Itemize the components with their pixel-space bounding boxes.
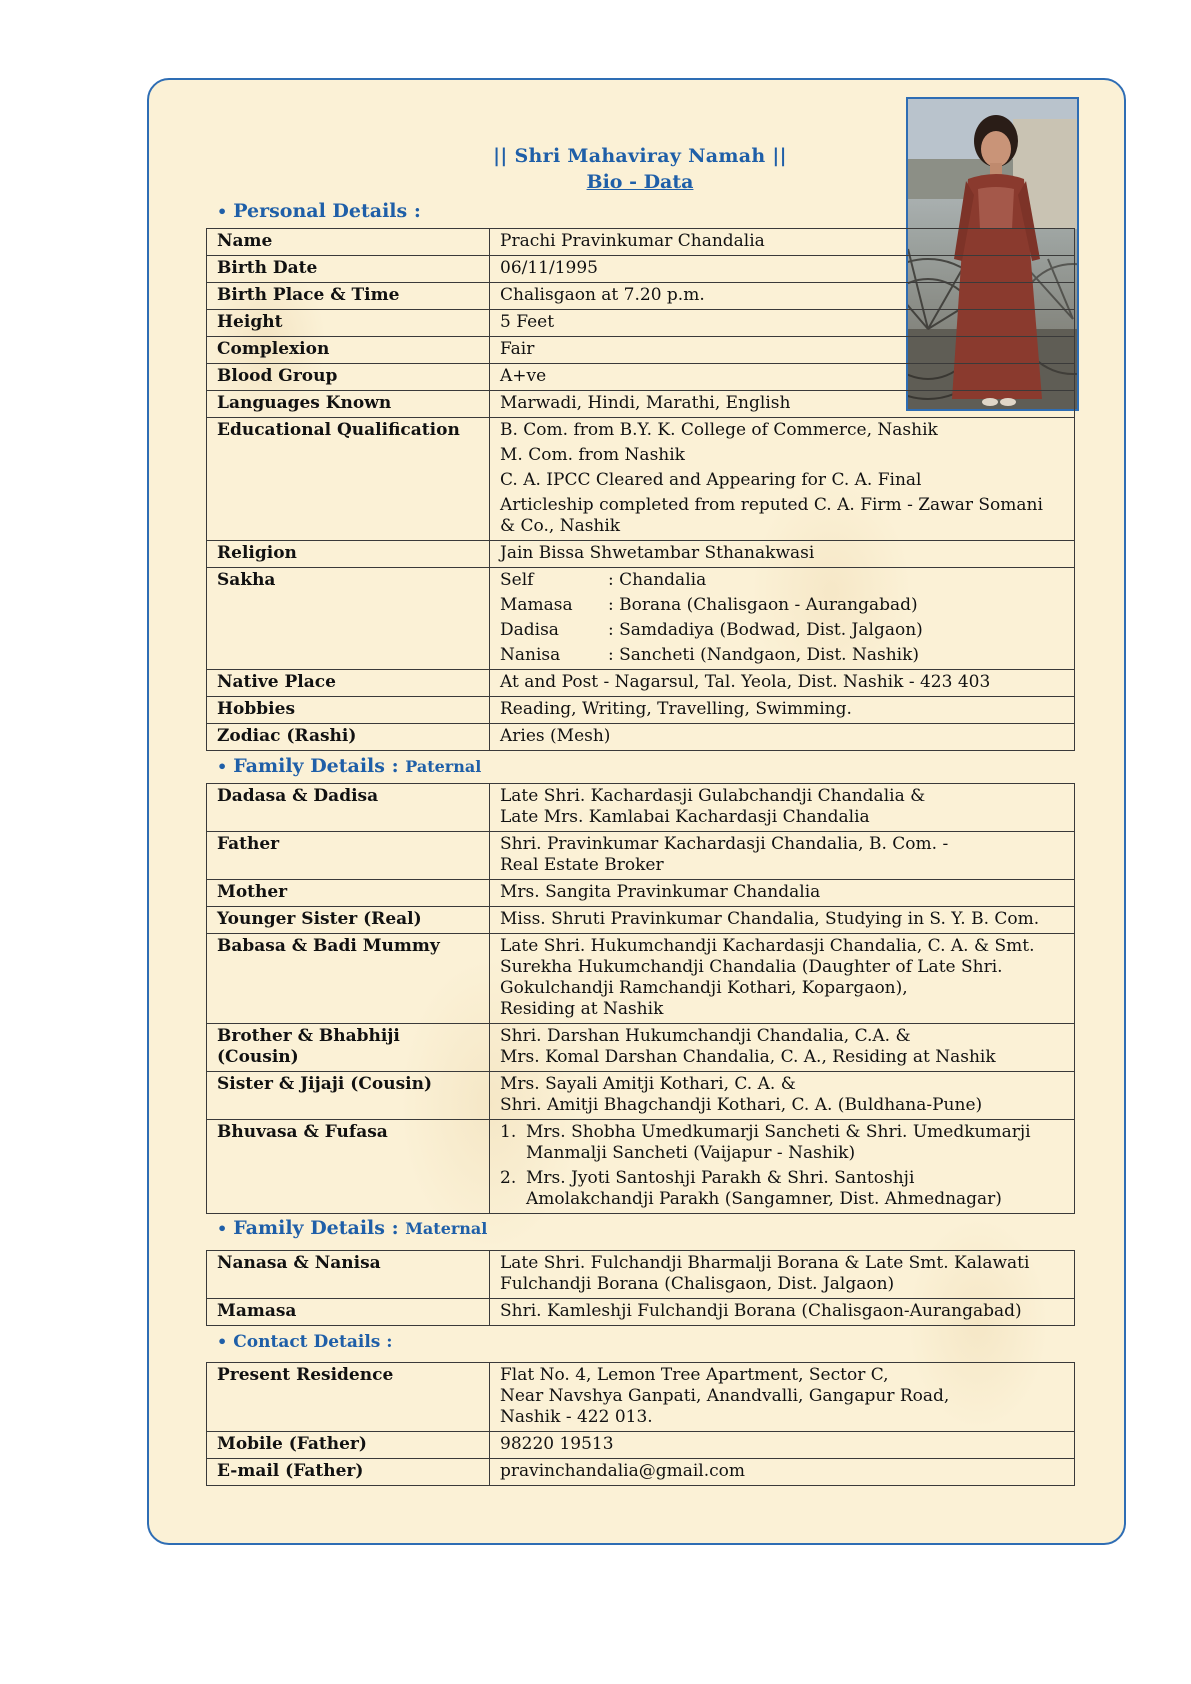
field-label: Native Place	[207, 670, 490, 697]
field-label: Religion	[207, 541, 490, 568]
bullet-icon: •	[217, 202, 228, 221]
table-row	[207, 832, 1075, 880]
table-row	[207, 391, 1075, 418]
field-value: Flat No. 4, Lemon Tree Apartment, Sector C, Near Navshya Ganpati, Anandvalli, Gangapur Road, Nashik - 422 013.	[490, 1363, 1075, 1432]
field-value: Jain Bissa Shwetambar Sthanakwasi	[490, 541, 1075, 568]
field-value: Aries (Mesh)	[490, 724, 1075, 751]
table-row	[207, 1072, 1075, 1120]
field-value: Late Shri. Fulchandji Bharmalji Borana & Late Smt. Kalawati Fulchandji Borana (Chalisgaon, Dist. Jalgaon)	[490, 1251, 1075, 1299]
education-line: Articleship completed from reputed C. A. Firm - Zawar Somani	[500, 495, 1043, 515]
field-label: Zodiac (Rashi)	[207, 724, 490, 751]
field-value: At and Post - Nagarsul, Tal. Yeola, Dist. Nashik - 423 403	[490, 670, 1075, 697]
field-label: Mamasa	[207, 1299, 490, 1326]
field-value: Shri. Kamleshji Fulchandji Borana (Chalisgaon-Aurangabad)	[490, 1299, 1075, 1326]
table-row	[207, 1024, 1075, 1072]
field-label: Birth Place & Time	[207, 283, 490, 310]
field-value: A+ve	[490, 364, 1075, 391]
table-row	[207, 724, 1075, 751]
table-row	[207, 784, 1075, 832]
table-row	[207, 541, 1075, 568]
field-label: Brother & Bhabhiji (Cousin)	[207, 1024, 490, 1072]
field-label: E-mail (Father)	[207, 1459, 490, 1486]
field-label: Educational Qualification	[207, 418, 490, 541]
field-label: Sakha	[207, 568, 490, 670]
sakha-item: Nanisa : Sancheti (Nandgaon, Dist. Nashik)	[500, 645, 920, 665]
field-value: Chalisgaon at 7.20 p.m.	[490, 283, 1075, 310]
field-label: Height	[207, 310, 490, 337]
field-value	[490, 418, 1075, 541]
section-contact-heading: • Contact Details :	[217, 1332, 393, 1352]
table-row	[207, 568, 1075, 670]
field-value	[490, 568, 1075, 670]
field-value: Mrs. Sangita Pravinkumar Chandalia	[490, 880, 1075, 907]
education-line: & Co., Nashik	[500, 516, 621, 536]
table-row	[207, 1251, 1075, 1299]
table-row	[207, 670, 1075, 697]
table-row	[207, 907, 1075, 934]
table-row	[207, 934, 1075, 1024]
invocation-title: || Shri Mahaviray Namah ||	[493, 145, 787, 167]
field-label: Complexion	[207, 337, 490, 364]
table-row	[207, 310, 1075, 337]
maternal-family-table	[206, 1250, 1075, 1326]
table-row	[207, 1432, 1075, 1459]
education-line: B. Com. from B.Y. K. College of Commerce, Nashik	[500, 420, 938, 440]
field-value: 06/11/1995	[490, 256, 1075, 283]
field-value: Reading, Writing, Travelling, Swimming.	[490, 697, 1075, 724]
field-value: Mrs. Sayali Amitji Kothari, C. A. & Shri. Amitji Bhagchandji Kothari, C. A. (Buldhana-Pune)	[490, 1072, 1075, 1120]
bullet-icon: •	[217, 1332, 228, 1351]
table-row	[207, 256, 1075, 283]
education-line: C. A. IPCC Cleared and Appearing for C. A. Final	[500, 470, 922, 490]
page-title: Bio - Data	[586, 171, 694, 193]
header	[390, 145, 890, 193]
field-label: Name	[207, 229, 490, 256]
table-row	[207, 1299, 1075, 1326]
table-row	[207, 1363, 1075, 1432]
field-value: Late Shri. Hukumchandji Kachardasji Chandalia, C. A. & Smt. Surekha Hukumchandji Chandalia (Daughter of Late Shri. Gokulchandji Ramchandji Kothari, Kopargaon), Residing at Nashik	[490, 934, 1075, 1024]
field-value: Marwadi, Hindi, Marathi, English	[490, 391, 1075, 418]
field-value: Late Shri. Kachardasji Gulabchandji Chandalia & Late Mrs. Kamlabai Kachardasji Chandalia	[490, 784, 1075, 832]
field-label: Languages Known	[207, 391, 490, 418]
personal-details-table	[206, 228, 1075, 751]
field-value: Miss. Shruti Pravinkumar Chandalia, Studying in S. Y. B. Com.	[490, 907, 1075, 934]
table-row	[207, 880, 1075, 907]
table-row	[207, 697, 1075, 724]
field-label: Hobbies	[207, 697, 490, 724]
field-value: Shri. Pravinkumar Kachardasji Chandalia, B. Com. - Real Estate Broker	[490, 832, 1075, 880]
field-label: Mother	[207, 880, 490, 907]
sakha-item: Dadisa : Samdadiya (Bodwad, Dist. Jalgaon)	[500, 620, 923, 640]
father-mobile: 98220 19513	[490, 1432, 1075, 1459]
sakha-item: Mamasa : Borana (Chalisgaon - Aurangabad)	[500, 595, 918, 615]
sakha-item: Self : Chandalia	[500, 570, 707, 590]
table-row	[207, 229, 1075, 256]
table-row	[207, 418, 1075, 541]
section-paternal-heading: • Family Details : Paternal	[217, 755, 482, 777]
section-personal-heading: • Personal Details :	[217, 200, 421, 222]
field-value	[490, 1120, 1075, 1214]
bullet-icon: •	[217, 757, 228, 776]
field-label: Younger Sister (Real)	[207, 907, 490, 934]
list-item: 1. Mrs. Shobha Umedkumarji Sancheti & Shri. Umedkumarji Manmalji Sancheti (Vaijapur - Nashik)	[500, 1122, 1031, 1163]
field-value: Prachi Pravinkumar Chandalia	[490, 229, 1075, 256]
table-row	[207, 1459, 1075, 1486]
field-value: Shri. Darshan Hukumchandji Chandalia, C.A. & Mrs. Komal Darshan Chandalia, C. A., Residing at Nashik	[490, 1024, 1075, 1072]
field-value: 5 Feet	[490, 310, 1075, 337]
list-item: 2. Mrs. Jyoti Santoshji Parakh & Shri. Santoshji Amolakchandji Parakh (Sangamner, Dist. Ahmednagar)	[500, 1168, 1002, 1209]
table-row	[207, 1120, 1075, 1214]
paternal-family-table	[206, 783, 1075, 1214]
father-email: pravinchandalia@gmail.com	[490, 1459, 1075, 1486]
table-row	[207, 283, 1075, 310]
field-label: Babasa & Badi Mummy	[207, 934, 490, 1024]
field-label: Nanasa & Nanisa	[207, 1251, 490, 1299]
field-value: Fair	[490, 337, 1075, 364]
field-label: Sister & Jijaji (Cousin)	[207, 1072, 490, 1120]
field-label: Blood Group	[207, 364, 490, 391]
field-label: Dadasa & Dadisa	[207, 784, 490, 832]
table-row	[207, 364, 1075, 391]
field-label: Present Residence	[207, 1363, 490, 1432]
field-label: Bhuvasa & Fufasa	[207, 1120, 490, 1214]
section-maternal-heading: • Family Details : Maternal	[217, 1217, 488, 1239]
bullet-icon: •	[217, 1219, 228, 1238]
field-label: Birth Date	[207, 256, 490, 283]
field-label: Mobile (Father)	[207, 1432, 490, 1459]
contact-details-table	[206, 1362, 1075, 1486]
table-row	[207, 337, 1075, 364]
field-label: Father	[207, 832, 490, 880]
education-line: M. Com. from Nashik	[500, 445, 685, 465]
